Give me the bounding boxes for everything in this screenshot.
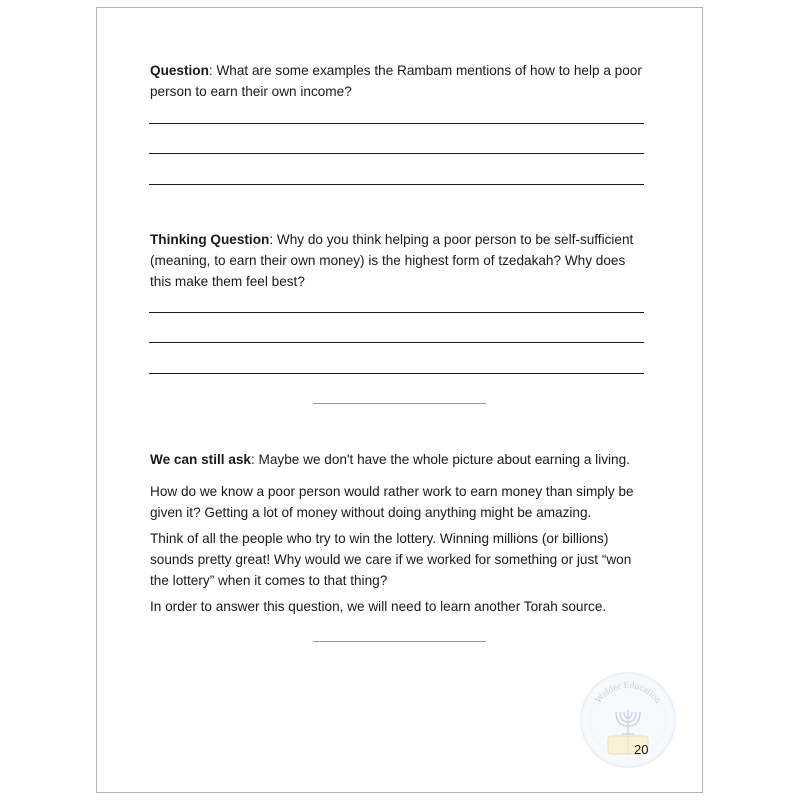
question-1	[150, 60, 650, 102]
answer-line	[149, 342, 644, 343]
still-ask-label: We can still ask	[150, 452, 251, 467]
answer-line	[149, 123, 644, 124]
still-ask-text: : Maybe we don't have the whole picture about earning a living.	[251, 452, 630, 467]
paragraph-4: In order to answer this question, we will need to learn another Torah source.	[150, 599, 607, 614]
answer-line	[149, 373, 644, 374]
answer-line	[149, 312, 644, 313]
thinking-question	[150, 229, 650, 292]
still-ask-paragraph	[150, 449, 650, 470]
section-divider	[313, 641, 486, 642]
answer-line	[149, 184, 644, 185]
question-1-label: Question	[150, 63, 209, 78]
seal-text: Walder Education	[593, 680, 663, 706]
walder-education-seal	[578, 670, 678, 770]
thinking-question-text: : Why do you think helping a poor person to be self-sufficient (meaning, to earn their own money) is the highest form of tzedakah? Why does this make them feel best?	[150, 232, 634, 289]
page-number: 20	[634, 742, 649, 757]
answer-line	[149, 153, 644, 154]
paragraph-2: How do we know a poor person would rather work to earn money than simply be given it? Getting a lot of money without doing anything might be amazing.	[150, 484, 634, 520]
thinking-question-label: Thinking Question	[150, 232, 270, 247]
paragraph-3: Think of all the people who try to win the lottery. Winning millions (or billions) sounds pretty great! Why would we care if we worked for something or just “won the lottery” when it comes to that thing?	[150, 531, 632, 588]
question-1-text: : What are some examples the Rambam mentions of how to help a poor person to earn their own income?	[150, 63, 642, 99]
section-divider	[313, 403, 486, 404]
